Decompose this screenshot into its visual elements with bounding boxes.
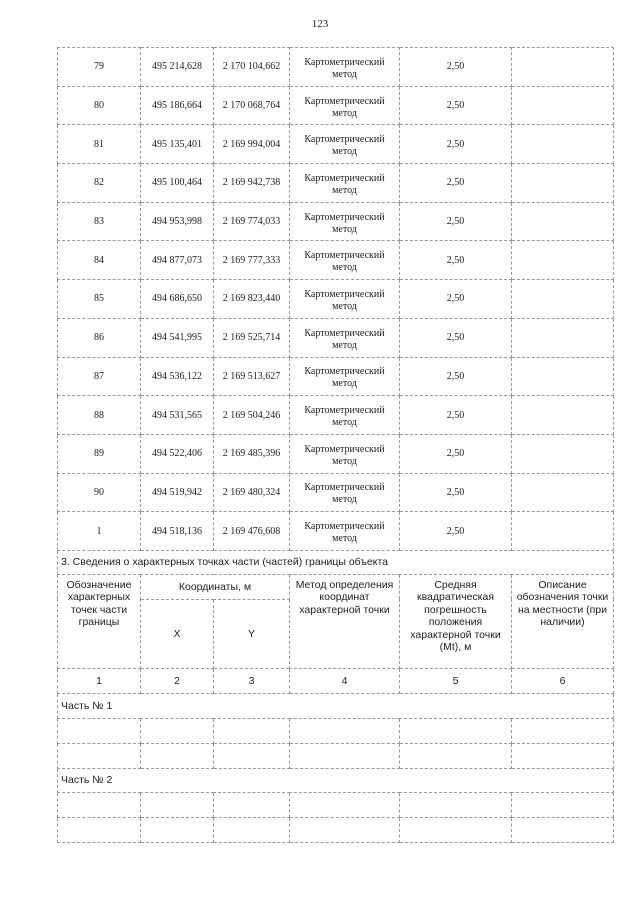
empty-cell <box>290 817 400 842</box>
method-cell <box>290 280 400 319</box>
point-number: 81 <box>58 125 141 164</box>
method-line: метод <box>332 300 357 312</box>
description <box>512 357 614 396</box>
empty-cell <box>141 718 214 743</box>
coord-y: 2 169 480,324 <box>214 473 290 512</box>
description <box>512 86 614 125</box>
empty-cell <box>290 792 400 817</box>
header-coordinates: Координаты, м <box>141 574 290 599</box>
header-description: Описание обозначения точки на местности (при наличии) <box>512 574 614 668</box>
method-line: Картометрический <box>304 172 385 184</box>
column-number: 5 <box>400 668 512 693</box>
method-line: метод <box>332 339 357 351</box>
accuracy: 2,50 <box>400 202 512 241</box>
method-line: Картометрический <box>304 366 385 378</box>
coord-x: 495 214,628 <box>141 48 214 87</box>
method-cell <box>290 396 400 435</box>
column-number: 2 <box>141 668 214 693</box>
empty-cell <box>400 792 512 817</box>
method-cell <box>290 473 400 512</box>
coord-y: 2 169 485,396 <box>214 434 290 473</box>
point-number: 79 <box>58 48 141 87</box>
empty-cell <box>58 817 141 842</box>
empty-cell <box>512 817 614 842</box>
section-3 <box>58 550 614 842</box>
accuracy: 2,50 <box>400 280 512 319</box>
accuracy: 2,50 <box>400 125 512 164</box>
table-row <box>58 241 614 280</box>
point-number: 84 <box>58 241 141 280</box>
method-line: Картометрический <box>304 211 385 223</box>
table-row <box>58 280 614 319</box>
header-point-designation: Обозначение характерных точек части границы <box>58 574 141 668</box>
empty-cell <box>141 743 214 768</box>
coord-x: 494 531,565 <box>141 396 214 435</box>
method-line: Картометрический <box>304 95 385 107</box>
coord-x: 495 186,664 <box>141 86 214 125</box>
empty-cell <box>58 792 141 817</box>
description <box>512 512 614 551</box>
empty-cell <box>512 743 614 768</box>
empty-cell <box>214 743 290 768</box>
coord-x: 495 135,401 <box>141 125 214 164</box>
description <box>512 280 614 319</box>
table-row <box>58 125 614 164</box>
table-row <box>58 86 614 125</box>
method-line: Картометрический <box>304 482 385 494</box>
empty-cell <box>512 718 614 743</box>
coord-y: 2 169 823,440 <box>214 280 290 319</box>
method-cell <box>290 86 400 125</box>
method-line: метод <box>332 223 357 235</box>
method-cell <box>290 125 400 164</box>
empty-cell <box>214 792 290 817</box>
empty-cell <box>214 718 290 743</box>
table-row <box>58 357 614 396</box>
column-number: 6 <box>512 668 614 693</box>
coord-y: 2 169 504,246 <box>214 396 290 435</box>
point-number: 85 <box>58 280 141 319</box>
empty-cell <box>58 743 141 768</box>
method-line: Картометрический <box>304 134 385 146</box>
description <box>512 164 614 203</box>
method-cell <box>290 357 400 396</box>
method-line: Картометрический <box>304 288 385 300</box>
description <box>512 473 614 512</box>
empty-cell <box>141 792 214 817</box>
point-number: 80 <box>58 86 141 125</box>
empty-cell <box>214 817 290 842</box>
column-number-row <box>58 668 614 693</box>
method-line: метод <box>332 68 357 80</box>
method-line: метод <box>332 533 357 545</box>
coord-x: 494 877,073 <box>141 241 214 280</box>
coord-y: 2 169 513,627 <box>214 357 290 396</box>
method-cell <box>290 434 400 473</box>
coord-x: 494 536,122 <box>141 357 214 396</box>
method-line: метод <box>332 455 357 467</box>
empty-cell <box>400 718 512 743</box>
point-number: 88 <box>58 396 141 435</box>
accuracy: 2,50 <box>400 164 512 203</box>
accuracy: 2,50 <box>400 48 512 87</box>
coord-x: 494 541,995 <box>141 318 214 357</box>
accuracy: 2,50 <box>400 241 512 280</box>
method-line: метод <box>332 107 357 119</box>
empty-cell <box>400 743 512 768</box>
coord-y: 2 169 525,714 <box>214 318 290 357</box>
coord-y: 2 169 994,004 <box>214 125 290 164</box>
header-accuracy: Средняя квадратическая погрешность положения характерной точки (Mt), м <box>400 574 512 668</box>
description <box>512 125 614 164</box>
coord-x: 494 522,406 <box>141 434 214 473</box>
method-cell <box>290 48 400 87</box>
coord-x: 494 953,998 <box>141 202 214 241</box>
table-row <box>58 512 614 551</box>
empty-row <box>58 792 614 817</box>
accuracy: 2,50 <box>400 512 512 551</box>
coord-y: 2 169 476,608 <box>214 512 290 551</box>
table-row <box>58 473 614 512</box>
method-line: метод <box>332 417 357 429</box>
column-number: 4 <box>290 668 400 693</box>
method-line: метод <box>332 146 357 158</box>
accuracy: 2,50 <box>400 396 512 435</box>
header-method: Метод определения координат характерной точки <box>290 574 400 668</box>
column-number: 1 <box>58 668 141 693</box>
column-number: 3 <box>214 668 290 693</box>
method-line: Картометрический <box>304 521 385 533</box>
empty-cell <box>290 718 400 743</box>
coord-y: 2 169 777,333 <box>214 241 290 280</box>
accuracy: 2,50 <box>400 434 512 473</box>
point-number: 1 <box>58 512 141 551</box>
method-cell <box>290 512 400 551</box>
coordinate-rows <box>58 48 614 551</box>
empty-row <box>58 718 614 743</box>
part-2-label: Часть № 2 <box>58 768 614 792</box>
method-line: Картометрический <box>304 405 385 417</box>
empty-row <box>58 743 614 768</box>
page-number: 123 <box>311 18 329 30</box>
method-line: Картометрический <box>304 250 385 262</box>
accuracy: 2,50 <box>400 86 512 125</box>
coord-x: 494 518,136 <box>141 512 214 551</box>
coord-x: 494 686,650 <box>141 280 214 319</box>
table-row <box>58 202 614 241</box>
table-row <box>58 396 614 435</box>
table-row <box>58 434 614 473</box>
method-line: метод <box>332 184 357 196</box>
point-number: 89 <box>58 434 141 473</box>
method-line: метод <box>332 378 357 390</box>
description <box>512 48 614 87</box>
method-cell <box>290 318 400 357</box>
accuracy: 2,50 <box>400 473 512 512</box>
empty-row <box>58 817 614 842</box>
method-cell <box>290 202 400 241</box>
point-number: 86 <box>58 318 141 357</box>
method-line: метод <box>332 262 357 274</box>
empty-cell <box>290 743 400 768</box>
empty-cell <box>400 817 512 842</box>
empty-cell <box>512 792 614 817</box>
empty-cell <box>58 718 141 743</box>
coord-y: 2 169 774,033 <box>214 202 290 241</box>
coord-x: 495 100,464 <box>141 164 214 203</box>
description <box>512 241 614 280</box>
coord-y: 2 170 068,764 <box>214 86 290 125</box>
description <box>512 396 614 435</box>
method-line: метод <box>332 494 357 506</box>
accuracy: 2,50 <box>400 357 512 396</box>
table-row <box>58 318 614 357</box>
point-number: 90 <box>58 473 141 512</box>
method-line: Картометрический <box>304 443 385 455</box>
coord-x: 494 519,942 <box>141 473 214 512</box>
part-1-label: Часть № 1 <box>58 693 614 718</box>
section-3-title: 3. Сведения о характерных точках части (частей) границы объекта <box>58 550 614 574</box>
method-line: Картометрический <box>304 327 385 339</box>
description <box>512 318 614 357</box>
method-cell <box>290 164 400 203</box>
header-y: Y <box>214 599 290 668</box>
description <box>512 434 614 473</box>
empty-cell <box>141 817 214 842</box>
header-x: X <box>141 599 214 668</box>
point-number: 87 <box>58 357 141 396</box>
accuracy: 2,50 <box>400 318 512 357</box>
method-line: Картометрический <box>304 56 385 68</box>
point-number: 82 <box>58 164 141 203</box>
coord-y: 2 170 104,662 <box>214 48 290 87</box>
method-cell <box>290 241 400 280</box>
table-row <box>58 164 614 203</box>
description <box>512 202 614 241</box>
point-number: 83 <box>58 202 141 241</box>
coord-y: 2 169 942,738 <box>214 164 290 203</box>
table-row <box>58 48 614 87</box>
boundary-points-table <box>57 47 614 843</box>
